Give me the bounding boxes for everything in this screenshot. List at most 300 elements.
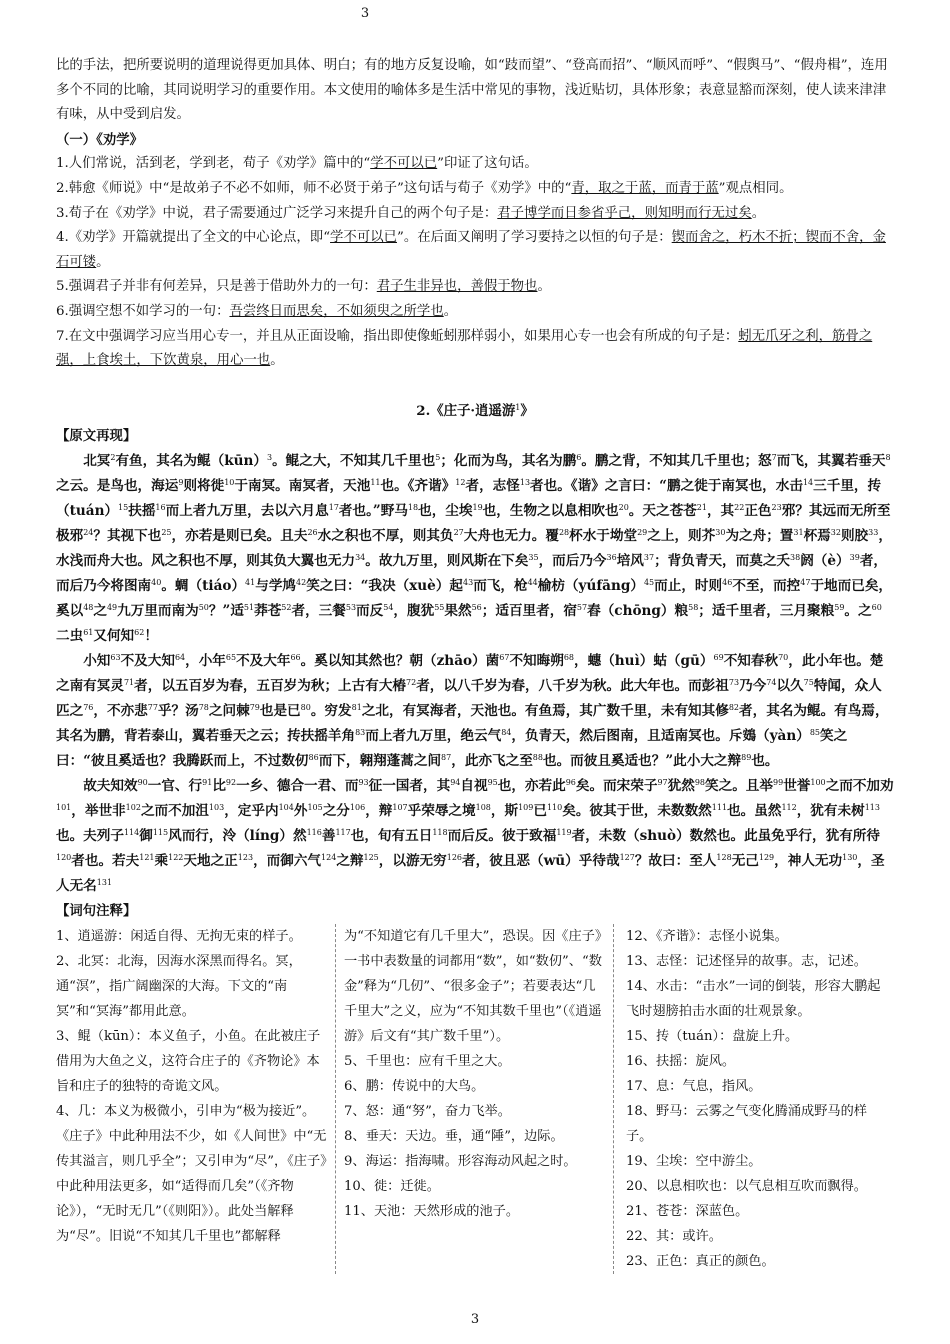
original-segment: 之问棘 bbox=[208, 702, 250, 719]
original-segment: 矣。而宋荣子 bbox=[575, 777, 658, 794]
original-paragraph-2 bbox=[56, 649, 894, 774]
original-segment: 特闻，众人匹之 bbox=[56, 677, 882, 719]
original-segment: 为之舟；置 bbox=[725, 527, 794, 544]
original-segment: 外 bbox=[293, 802, 308, 819]
footnote-marker: 19 bbox=[472, 502, 483, 512]
original-segment: 邪？其远而无所至极邪 bbox=[56, 502, 891, 544]
footnote-marker: 23 bbox=[771, 502, 782, 512]
original-segment: 而上者九万里，去以六月息 bbox=[165, 502, 329, 519]
original-segment: 小知 bbox=[83, 652, 111, 669]
original-segment: 。穷发 bbox=[310, 702, 352, 719]
footnote-marker: 100 bbox=[810, 777, 826, 787]
footnote-marker: 71 bbox=[123, 677, 135, 687]
footnote-marker: 34 bbox=[355, 552, 366, 562]
original-segment: ，而御六气 bbox=[253, 852, 322, 869]
original-segment: 。鹏之背，不知其几千里也；怒 bbox=[581, 452, 772, 469]
original-segment: ；适百里者，宿 bbox=[481, 602, 577, 619]
original-segment: ？其视下也 bbox=[93, 527, 162, 544]
footnote-marker: 7 bbox=[771, 452, 777, 462]
note-item: 为“不知道它有几千里大”，恐误。因《庄子》一书中表数量的词都用“数”，如“数仞”、“数金”释为“几仞”、“很多金子”；若要表达“几千里大”之义，应为“不知其数千里也”（《逍遥游》后文有“其广数千里”）。 bbox=[344, 928, 602, 1044]
question-text: 。 bbox=[96, 254, 110, 270]
footnote-marker: 78 bbox=[198, 702, 209, 712]
footnote-marker: 8 bbox=[885, 452, 891, 462]
original-segment: 舂（chōng）粮 bbox=[587, 602, 689, 619]
original-segment: 又何知 bbox=[93, 627, 135, 644]
original-segment: 者，其名为鲲。有鸟焉，其名为鹏，背若泰山，翼若垂天之云；抟扶摇羊角 bbox=[56, 702, 889, 744]
original-segment: 之而不加沮 bbox=[140, 802, 209, 819]
footnote-marker: 75 bbox=[803, 677, 814, 687]
original-segment: ，神人无功 bbox=[774, 852, 843, 869]
question-text: 。 bbox=[751, 205, 766, 221]
page-number-top: 3 bbox=[360, 6, 370, 21]
original-segment: 也。虽然 bbox=[727, 802, 782, 819]
original-segment: ，斯 bbox=[490, 802, 519, 819]
footnote-marker: 66 bbox=[290, 652, 301, 662]
footnote-marker: 130 bbox=[842, 852, 858, 862]
footnote-marker: 65 bbox=[225, 652, 237, 662]
original-segment: 而止，时则 bbox=[654, 577, 723, 594]
original-segment: 之北，有冥海者，天池也。有鱼焉，其广数千里，未有知其修 bbox=[361, 702, 729, 719]
footnote-marker: 79 bbox=[249, 702, 260, 712]
question-text: 1.人们常说，活到老，学到老，荀子《劝学》篇中的“ bbox=[56, 156, 371, 172]
footnote-marker: 29 bbox=[637, 527, 648, 537]
footnote-marker: 109 bbox=[518, 802, 534, 812]
original-segment: 矣。彼其于世，未数数然 bbox=[562, 802, 712, 819]
footnote-marker: 58 bbox=[688, 602, 699, 612]
footnote-marker: 12 bbox=[455, 477, 466, 487]
footnote-marker: 26 bbox=[307, 527, 318, 537]
original-segment: 征一国者，其 bbox=[368, 777, 451, 794]
footnote-marker: 54 bbox=[383, 602, 394, 612]
original-segment: 无己 bbox=[731, 852, 759, 869]
original-segment: ，犹有未树 bbox=[796, 802, 865, 819]
note-item: 14、水击：“击水”一词的倒装，形容大鹏起飞时翅膀拍击水面的壮观景象。 bbox=[626, 978, 881, 1019]
footnote-marker: 39 bbox=[849, 552, 860, 562]
page-number-bottom: 3 bbox=[470, 1312, 480, 1327]
original-segment: 也。 bbox=[751, 752, 779, 769]
footnote-marker: 35 bbox=[528, 552, 539, 562]
footnote-marker: 63 bbox=[110, 652, 121, 662]
original-segment: 也，旬有五日 bbox=[350, 827, 433, 844]
footnote-marker: 69 bbox=[713, 652, 724, 662]
footnote-marker: 126 bbox=[446, 852, 463, 862]
original-segment: 不至，而控 bbox=[732, 577, 801, 594]
original-segment: 二虫 bbox=[56, 627, 84, 644]
original-segment: 。蜩（tiáo） bbox=[161, 577, 246, 594]
footnote-marker: 13 bbox=[519, 477, 531, 487]
footnote-marker: 111 bbox=[711, 802, 728, 812]
original-segment: ，圣人无名 bbox=[56, 852, 885, 894]
footnote-marker: 56 bbox=[471, 602, 482, 612]
footnote-marker: 24 bbox=[83, 527, 94, 537]
original-segment: ，辩 bbox=[365, 802, 393, 819]
intro-paragraph: 比的手法，把所要说明的道理说得更加具体、明白；有的地方反复设喻，如“跂而望”、“登高而招”、“顺风而呼”、“假舆马”、“假舟楫”，连用多个不同的比喻，其同说明学习的重要作用。本文使用的喻体多是生活中常见的事物，浅近贴切，具体形象；表意显豁而深刻，使人读来津津有味，从中受到启发。 bbox=[56, 58, 888, 123]
note-item: 18、野马：云雾之气变化腾涌成野马的样子。 bbox=[626, 1103, 867, 1144]
footnote-marker: 73 bbox=[728, 677, 740, 687]
footnote-marker: 127 bbox=[619, 852, 635, 862]
footnote-marker: 28 bbox=[558, 527, 570, 537]
question-text: ”。在后面又阐明了学习要持之以恒的句子是： bbox=[397, 230, 672, 246]
original-segment: 之 bbox=[93, 602, 107, 619]
question-text: 4.《劝学》开篇就提出了全文的中心论点，即“ bbox=[56, 230, 331, 246]
footnote-marker: 18 bbox=[407, 502, 419, 512]
note-item: 21、苍苍：深蓝色。 bbox=[626, 1203, 749, 1219]
footnote-marker: 110 bbox=[546, 802, 563, 812]
footnote-marker: 57 bbox=[576, 602, 588, 612]
original-segment: ，而后乃今 bbox=[538, 552, 607, 569]
original-segment: 水之积也不厚，则其负 bbox=[317, 527, 454, 544]
note-item: 22、其：或许。 bbox=[626, 1228, 722, 1244]
footnote-marker: 60 bbox=[871, 602, 882, 612]
footnote-marker: 118 bbox=[432, 827, 448, 837]
note-item: 23、正色：真正的颜色。 bbox=[626, 1253, 775, 1269]
footnote-marker: 49 bbox=[106, 602, 118, 612]
original-segment: 。之 bbox=[844, 602, 872, 619]
original-segment: 不及大知 bbox=[120, 652, 175, 669]
original-segment: ；化而为鸟，其名为鹏 bbox=[440, 452, 577, 469]
note-item: 4、几：本义为极微小，引申为“极为接近”。《庄子》中此种用法不少，如《人间世》中“无传其溢言，则几乎全”；又引申为“尽”，《庄子》中此种用法更多，如“适得而几矣”（《齐物论》），“无时无几”（《则阳》）。此处当解释为“尽”。旧说“不知其几千里也”都解释 bbox=[56, 1103, 327, 1244]
section-heading-quanxue: （一）《劝学》 bbox=[56, 131, 144, 148]
original-segment: 于地而已矣，奚以 bbox=[56, 577, 893, 619]
footnote-marker: 22 bbox=[734, 502, 745, 512]
original-segment: 也。而彼且奚适也？”此小大之辩 bbox=[542, 752, 742, 769]
note-item: 7、怒：通“努”，奋力飞举。 bbox=[344, 1103, 511, 1119]
footnote-marker: 46 bbox=[722, 577, 733, 587]
footnote-marker: 27 bbox=[453, 527, 464, 537]
footnote-marker: 120 bbox=[56, 852, 72, 862]
document-body bbox=[56, 54, 894, 1274]
notes-columns bbox=[56, 924, 894, 1274]
footnote-marker: 89 bbox=[741, 752, 752, 762]
original-segment: 。故九万里，则风斯在下矣 bbox=[365, 552, 529, 569]
notes-column-2 bbox=[335, 924, 614, 1274]
footnote-marker: 116 bbox=[306, 827, 322, 837]
footnote-marker: 122 bbox=[168, 852, 184, 862]
original-segment: 不知春秋 bbox=[723, 652, 779, 669]
footnote-marker: 96 bbox=[565, 777, 576, 787]
footnote-marker: 91 bbox=[202, 777, 213, 787]
footnote-marker: 76 bbox=[83, 702, 94, 712]
answer-text: 学不可以已 bbox=[370, 156, 438, 172]
original-segment: 之辩 bbox=[336, 852, 364, 869]
original-segment: 者，以五百岁为春，五百岁为秋；上古有大椿 bbox=[134, 677, 407, 694]
original-segment: 者也。《谐》之言曰：“鹏之徙于南冥也，水击 bbox=[530, 477, 803, 494]
footnote-marker: 15 bbox=[118, 502, 129, 512]
original-segment: ，蟪（huì）蛄（gū） bbox=[574, 652, 714, 669]
footnote-marker: 30 bbox=[715, 527, 726, 537]
original-segment: 北冥 bbox=[83, 452, 111, 469]
original-segment: ，亦若是则已矣。且夫 bbox=[171, 527, 308, 544]
original-segment: 乎荣辱之境 bbox=[407, 802, 476, 819]
original-segment: 而飞，枪 bbox=[473, 577, 528, 594]
footnote-marker: 94 bbox=[450, 777, 461, 787]
original-segment: 乎？汤 bbox=[157, 702, 199, 719]
original-segment: ，定乎内 bbox=[224, 802, 279, 819]
footnote-marker: 14 bbox=[802, 477, 814, 487]
footnote-marker: 80 bbox=[300, 702, 311, 712]
footnote-marker: 43 bbox=[463, 577, 474, 587]
question-item bbox=[56, 152, 894, 177]
original-segment: 不知晦朔 bbox=[509, 652, 564, 669]
footnote-marker: 92 bbox=[225, 777, 237, 787]
original-text bbox=[56, 449, 894, 899]
original-segment: 风而行，泠（líng）然 bbox=[168, 827, 307, 844]
original-segment: 扶摇 bbox=[128, 502, 156, 519]
original-segment: 。鲲之大，不知其几千里也 bbox=[272, 452, 436, 469]
footnote-marker: 123 bbox=[237, 852, 254, 862]
original-segment: 善 bbox=[321, 827, 336, 844]
original-segment: 乃今 bbox=[739, 677, 767, 694]
note-item: 12、《齐谐》：志怪小说集。 bbox=[626, 928, 788, 944]
footnote-marker: 48 bbox=[83, 602, 94, 612]
original-segment: ，水浅而舟大也。风之积也不厚，则其负大翼也无力 bbox=[56, 527, 892, 569]
footnote-marker: 74 bbox=[766, 677, 777, 687]
original-segment: 者，未数（shuò）数然也。此虽免乎行，犹有所待 bbox=[571, 827, 880, 844]
original-paragraph-1 bbox=[56, 449, 894, 649]
note-item: 15、抟（tuán）：盘旋上升。 bbox=[626, 1028, 799, 1044]
footnote-marker: 31 bbox=[793, 527, 804, 537]
note-item: 5、千里也：应有千里之大。 bbox=[344, 1053, 511, 1069]
footnote-marker: 47 bbox=[800, 577, 811, 587]
footnote-marker: 119 bbox=[556, 827, 572, 837]
original-segment: 正色 bbox=[744, 502, 772, 519]
section-title-text: 2.《庄子·逍遥游 bbox=[416, 402, 516, 419]
original-segment: 者，志怪 bbox=[465, 477, 520, 494]
answer-text: 青，取之于蓝，而青于蓝 bbox=[571, 180, 719, 196]
footnote-marker: 51 bbox=[243, 602, 255, 612]
footnote-marker: 105 bbox=[307, 802, 323, 812]
footnote-marker: 62 bbox=[134, 627, 145, 637]
original-paragraph-3 bbox=[56, 774, 894, 899]
original-segment: 者，而后乃今将图南 bbox=[56, 552, 888, 594]
original-segment: ，负青天，然后图南，且适南冥也。斥鴳（yàn） bbox=[511, 727, 810, 744]
original-segment: ，腹犹 bbox=[393, 602, 435, 619]
footnote-marker: 50 bbox=[198, 602, 209, 612]
original-segment: 也是已 bbox=[259, 702, 301, 719]
answer-text: 锲而舍之，朽木不折；锲而不舍，金石可镂 bbox=[56, 230, 886, 270]
original-segment: 者也。若夫 bbox=[71, 852, 140, 869]
original-segment: 笑之曰：“我决（xuè）起 bbox=[306, 577, 464, 594]
footnote-marker: 45 bbox=[643, 577, 655, 587]
original-segment: 。奚以知其然也？朝（zhāo）菌 bbox=[300, 652, 500, 669]
footnote-marker: 90 bbox=[137, 777, 148, 787]
original-segment: ！ bbox=[144, 627, 158, 644]
footnote-marker: 125 bbox=[363, 852, 379, 862]
original-segment: 之云。是鸟也，海运 bbox=[56, 477, 179, 494]
footnote-marker: 104 bbox=[278, 802, 294, 812]
original-segment: 阏（è） bbox=[800, 552, 850, 569]
footnote-marker: 129 bbox=[758, 852, 775, 862]
original-segment: 也，尘埃 bbox=[418, 502, 473, 519]
footnote-marker: 106 bbox=[349, 802, 366, 812]
original-segment: 培风 bbox=[616, 552, 644, 569]
footnote-marker: 108 bbox=[475, 802, 491, 812]
question-item bbox=[56, 226, 894, 275]
question-text: 。 bbox=[443, 303, 458, 319]
question-text: 。 bbox=[537, 279, 551, 295]
question-item bbox=[56, 202, 894, 227]
footnote-marker: 112 bbox=[781, 802, 797, 812]
question-text: 5.强调君子并非有何差异，只是善于借助外力的一句： bbox=[56, 279, 377, 295]
footnote-marker: 41 bbox=[245, 577, 256, 587]
original-segment: 已 bbox=[533, 802, 547, 819]
original-segment: 有鱼，其名为鲲（kūn） bbox=[115, 452, 267, 469]
question-item bbox=[56, 300, 894, 325]
original-segment: 。天之苍苍 bbox=[628, 502, 697, 519]
original-segment: ；适千里者，三月聚粮 bbox=[698, 602, 835, 619]
footnote-marker: 20 bbox=[618, 502, 629, 512]
footnote-marker: 113 bbox=[864, 802, 880, 812]
footnote-marker: 117 bbox=[335, 827, 351, 837]
original-segment: 天地之正 bbox=[183, 852, 238, 869]
original-segment: 则将徙 bbox=[183, 477, 225, 494]
original-segment: 自视 bbox=[460, 777, 488, 794]
footnote-marker: 95 bbox=[487, 777, 498, 787]
original-segment: 之上，则芥 bbox=[647, 527, 716, 544]
footnote-marker: 33 bbox=[868, 527, 879, 537]
original-segment: 而飞，其翼若垂天 bbox=[776, 452, 886, 469]
footnote-marker: 85 bbox=[809, 727, 821, 737]
original-segment: ？”适 bbox=[208, 602, 244, 619]
section-title-end: 》 bbox=[520, 402, 534, 419]
answer-text: 学不可以已 bbox=[330, 230, 397, 246]
footnote-marker: 16 bbox=[155, 502, 166, 512]
note-item: 1、逍遥游：闲适自得、无拘无束的样子。 bbox=[56, 928, 302, 944]
footnote-marker: 98 bbox=[694, 777, 706, 787]
original-segment: 御 bbox=[139, 827, 153, 844]
question-item bbox=[56, 177, 894, 202]
footnote-marker: 101 bbox=[56, 802, 72, 812]
note-item: 17、息：气息，指风。 bbox=[626, 1078, 762, 1094]
original-segment: 以久 bbox=[776, 677, 804, 694]
footnote-marker: 86 bbox=[308, 752, 319, 762]
note-item: 11、天池：天然形成的池子。 bbox=[344, 1203, 520, 1219]
footnote-marker: 67 bbox=[499, 652, 510, 662]
section-title-zhuangzi bbox=[56, 399, 894, 424]
note-item: 8、垂天：天边。垂，通“陲”，边际。 bbox=[344, 1128, 564, 1144]
footnote-marker: 115 bbox=[152, 827, 169, 837]
original-segment: 而后反。彼于致福 bbox=[447, 827, 557, 844]
original-segment: ，不亦悲 bbox=[93, 702, 148, 719]
original-segment: ，小年 bbox=[185, 652, 226, 669]
original-segment: 犹然 bbox=[667, 777, 695, 794]
footnote-marker: 25 bbox=[161, 527, 172, 537]
original-segment: 也，亦若此 bbox=[497, 777, 566, 794]
original-segment: 故夫知效 bbox=[83, 777, 138, 794]
footnote-marker: 81 bbox=[351, 702, 362, 712]
original-segment: 笑之曰：“彼且奚适也？我腾跃而上，不过数仞 bbox=[56, 727, 848, 769]
original-segment: 比 bbox=[212, 777, 226, 794]
footnote-marker: 37 bbox=[643, 552, 655, 562]
footnote-marker: 5 bbox=[435, 452, 441, 462]
footnote-marker: 102 bbox=[125, 802, 141, 812]
original-segment: 也。《齐谐》 bbox=[380, 477, 456, 494]
notes-heading: 【词句注释】 bbox=[56, 902, 137, 919]
footnote-marker: 77 bbox=[147, 702, 158, 712]
note-item: 20、以息相吹也：以气息相互吹而飘得。 bbox=[626, 1178, 867, 1194]
footnote-marker: 128 bbox=[716, 852, 732, 862]
footnote-marker: 42 bbox=[296, 577, 307, 587]
original-segment: 杯焉 bbox=[803, 527, 831, 544]
original-segment: 者，三餐 bbox=[291, 602, 346, 619]
footnote-marker: 53 bbox=[345, 602, 357, 612]
note-item: 6、鹏：传说中的大鸟。 bbox=[344, 1078, 485, 1094]
notes-column-3 bbox=[614, 924, 893, 1274]
footnote-marker: 36 bbox=[606, 552, 617, 562]
note-item: 13、志怪：记述怪异的故事。志，记述。 bbox=[626, 953, 867, 969]
footnote-marker: 82 bbox=[728, 702, 740, 712]
note-item: 2、北冥：北海，因海水深黑而得名。冥，通“溟”，指广阔幽深的大海。下文的“南冥”和“冥海”都用此意。 bbox=[56, 953, 302, 1019]
original-segment: 乘 bbox=[154, 852, 169, 869]
footnote-marker: 44 bbox=[527, 577, 538, 587]
footnote-marker: 70 bbox=[778, 652, 789, 662]
note-item: 10、徙：迁徙。 bbox=[344, 1178, 440, 1194]
footnote-marker: 97 bbox=[657, 777, 668, 787]
original-segment: ，以游无穷 bbox=[378, 852, 447, 869]
question-item bbox=[56, 275, 894, 300]
footnote-marker: 59 bbox=[834, 602, 845, 612]
footnote-marker: 55 bbox=[434, 602, 445, 612]
original-segment: 三千里，抟（tuán） bbox=[56, 477, 882, 519]
original-segment: 与学鸠 bbox=[255, 577, 297, 594]
question-text: ”印证了这句话。 bbox=[437, 156, 538, 172]
note-item: 3、鲲（kūn）：本义鱼子，小鱼。在此被庄子借用为大鱼之义，这符合庄子的《齐物论》本旨和庄子的独特的奇诡文风。 bbox=[56, 1028, 321, 1094]
original-segment: 而反 bbox=[356, 602, 384, 619]
footnote-marker: 2 bbox=[110, 452, 116, 462]
original-segment: 莽苍 bbox=[254, 602, 282, 619]
original-segment: 不及大年 bbox=[236, 652, 291, 669]
section-title-sup: 1 bbox=[515, 402, 521, 412]
footnote-marker: 52 bbox=[281, 602, 292, 612]
original-segment: 者，以八千岁为春，八千岁为秋。此大年也。而彭祖 bbox=[416, 677, 729, 694]
original-segment: 而下，翱翔蓬蒿之间 bbox=[318, 752, 442, 769]
footnote-marker: 9 bbox=[178, 477, 184, 487]
original-segment: ；背负青天，而莫之夭 bbox=[654, 552, 791, 569]
footnote-marker: 40 bbox=[151, 577, 162, 587]
footnote-marker: 6 bbox=[576, 452, 582, 462]
note-item: 16、扶摇：旋风。 bbox=[626, 1053, 736, 1069]
footnote-marker: 32 bbox=[830, 527, 841, 537]
original-segment: 则胶 bbox=[840, 527, 869, 544]
footnote-marker: 3 bbox=[267, 452, 273, 462]
original-segment: 之分 bbox=[322, 802, 350, 819]
original-segment: 笑之。且举 bbox=[705, 777, 773, 794]
original-segment: 而上者九万里，绝云气 bbox=[365, 727, 502, 744]
footnote-marker: 131 bbox=[96, 877, 113, 887]
answer-text: 吾尝终日而思矣，不如须臾之所学也 bbox=[229, 303, 444, 319]
original-segment: ，此小年也。楚之南有冥灵 bbox=[56, 652, 884, 694]
footnote-marker: 121 bbox=[139, 852, 155, 862]
footnote-marker: 64 bbox=[174, 652, 186, 662]
footnote-marker: 103 bbox=[208, 802, 225, 812]
question-text: 7.在文中强调学习应当用心专一，并且从正面设喻，指出即使像蚯蚓那样弱小，如果用心专一也会有所成的句子是： bbox=[56, 328, 739, 344]
question-item bbox=[56, 325, 894, 374]
original-segment: ？故曰：至人 bbox=[634, 852, 717, 869]
notes-column-1 bbox=[56, 924, 335, 1274]
answer-text: 君子生非异也，善假于物也 bbox=[376, 279, 538, 295]
footnote-marker: 88 bbox=[532, 752, 543, 762]
footnote-marker: 124 bbox=[321, 852, 337, 862]
footnote-marker: 107 bbox=[392, 802, 408, 812]
footnote-marker: 72 bbox=[406, 677, 417, 687]
footnote-marker: 21 bbox=[696, 502, 707, 512]
original-segment: 者也。”野马 bbox=[338, 502, 408, 519]
original-segment: 也，生物之以息相吹也 bbox=[482, 502, 619, 519]
footnote-marker: 114 bbox=[123, 827, 140, 837]
original-segment: 杯水于坳堂 bbox=[569, 527, 638, 544]
footnote-marker: 83 bbox=[355, 727, 366, 737]
note-item: 9、海运：指海啸。形容海动风起之时。 bbox=[344, 1153, 577, 1169]
